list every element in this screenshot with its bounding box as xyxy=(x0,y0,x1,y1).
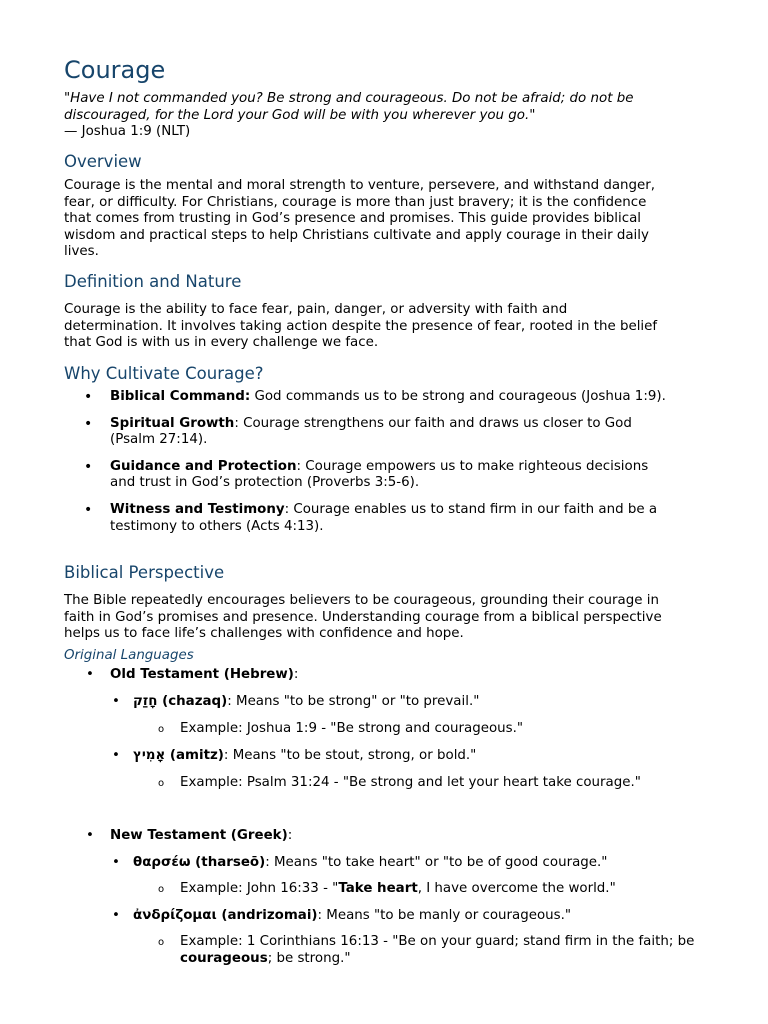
definition-heading: Definition and Nature xyxy=(64,272,242,291)
definition-text: Courage is the ability to face fear, pain, danger, or adversity with faith and determination. It involves taking action despite the presence of fear, rooted in the belief that God is with us in every challenge we face. xyxy=(64,302,658,351)
quote-text: "Have I not commanded you? Be strong and courageous. Do not be afraid; do not be discouraged, for the Lord your God will be with you wherever you go." xyxy=(64,91,634,123)
opening-quote xyxy=(64,91,679,141)
biblical-heading: Biblical Perspective xyxy=(64,563,225,582)
why-list xyxy=(64,389,674,545)
why-heading: Why Cultivate Courage? xyxy=(64,364,264,383)
ot-item: • Old Testament (Hebrew): xyxy=(64,667,730,684)
nt-item: • New Testament (Greek): xyxy=(64,828,730,845)
list-item: • Witness and Testimony: Courage enables us to stand firm in our faith and be a testimony to others (Acts 4:13). xyxy=(64,502,674,535)
ot-example-chazaq: o Example: Joshua 1:9 - "Be strong and courageous." xyxy=(64,721,768,738)
list-item: • Biblical Command: God commands us to be strong and courageous (Joshua 1:9). xyxy=(64,389,674,406)
nt-example-tharseo: o Example: John 16:33 - "Take heart, I have overcome the world." xyxy=(64,881,768,898)
list-item: • Spiritual Growth: Courage strengthens our faith and draws us closer to God (Psalm 27:14). xyxy=(64,416,674,449)
nt-example-andrizomai: o Example: 1 Corinthians 16:13 - "Be on your guard; stand firm in the faith; be courageous; be strong." xyxy=(64,934,750,967)
page-title: Courage xyxy=(64,56,166,84)
overview-text: Courage is the mental and moral strength to venture, persevere, and withstand danger, fear, or difficulty. For Christians, courage is more than just bravery; it is the confidence that comes from trusting in God’s presence and promises. This guide provides biblical wisdom and practical steps to help Christians cultivate and apply courage in their daily lives. xyxy=(64,178,656,260)
overview-heading: Overview xyxy=(64,152,142,171)
ot-word-chazaq: • חָזַק (chazaq): Means "to be strong" or "to prevail." xyxy=(64,694,753,711)
nt-word-andrizomai: • ἀνδρίζομαι (andrizomai): Means "to be manly or courageous." xyxy=(64,908,753,925)
ot-example-amitz: o Example: Psalm 31:24 - "Be strong and let your heart take courage." xyxy=(64,775,768,792)
quote-reference: — Joshua 1:9 (NLT) xyxy=(64,124,191,140)
original-languages-subheading: Original Languages xyxy=(64,648,194,663)
nt-word-tharseo: • θαρσέω (tharseō): Means "to take heart" or "to be of good courage." xyxy=(64,855,753,872)
ot-word-amitz: • אָמִיץ (amitz): Means "to be stout, strong, or bold." xyxy=(64,748,753,765)
biblical-text: The Bible repeatedly encourages believers to be courageous, grounding their courage in faith in God’s promises and presence. Understanding courage from a biblical perspective helps us to face life’s challenges with confidence and hope. xyxy=(64,593,662,642)
list-item: • Guidance and Protection: Courage empowers us to make righteous decisions and trust in God’s protection (Proverbs 3:5-6). xyxy=(64,459,674,492)
